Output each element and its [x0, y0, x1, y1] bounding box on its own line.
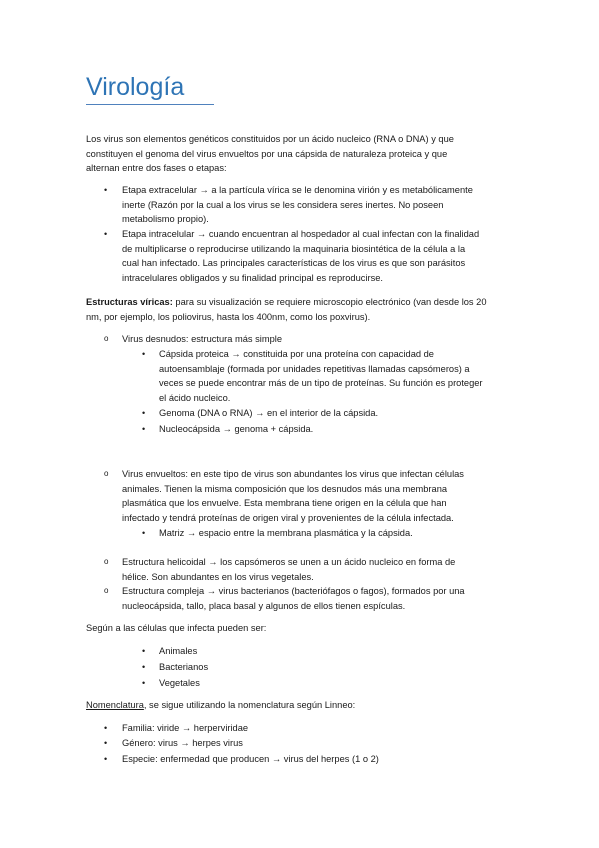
text-line: infectado y tendrá proteínas de origen viral y provenientes de la célula infectada. [122, 512, 454, 523]
bullet-icon: • [142, 646, 146, 656]
text-line: Virus envueltos: en este tipo de virus son abundantes los virus que infectan células [122, 469, 464, 479]
text-line: plasmática que los envuelve. Esta membrana tiene origen en la célula que han [122, 498, 447, 509]
circle-bullet-icon: o [104, 557, 109, 566]
text-line: Etapa intracelular → cuando encuentran al hospedador al cual infectan con la finalidad [122, 229, 480, 239]
bullet-icon: • [142, 678, 146, 688]
text-line: hélice. Son abundantes en los virus vegetales. [122, 571, 314, 582]
complex-structure [122, 584, 527, 613]
text-line: nm, por ejemplo, los poliovirus, hasta los 400nm, como los poxvirus). [86, 311, 371, 322]
enveloped-item-matrix: Matriz → espacio entre la membrana plasmática y la cápsida. [159, 528, 413, 538]
text-line: de multiplicarse o reproducirse utilizando la maquinaria biosintética de la célula a la [122, 243, 466, 254]
text-line: Cápsida proteica → constituida por una proteína con capacidad de [159, 349, 434, 359]
structures-paragraph [86, 295, 526, 324]
text-line: metabolismo propio). [122, 214, 209, 225]
bullet-icon: • [104, 229, 108, 239]
naked-item-genome: Genoma (DNA o RNA) → en el interior de la cápsida. [159, 408, 379, 418]
bullet-icon: • [142, 408, 146, 418]
circle-bullet-icon: o [104, 469, 109, 478]
title-underline [86, 104, 214, 105]
nomenclature-intro [86, 698, 526, 713]
text-line: alternan entre dos fases o etapas: [86, 163, 227, 174]
text-line: Estructura compleja → virus bacterianos (bacteriófagos o fagos), formados por una [122, 586, 465, 596]
list-item: Familia: viride → herperviridae [122, 723, 249, 733]
bullet-icon: • [142, 349, 146, 359]
text-line: Etapa extracelular → a la partícula vírica se le denomina virión y es metabólicamente [122, 185, 473, 195]
bullet-icon: • [104, 723, 108, 733]
structures-label: Estructuras víricas: [86, 297, 173, 307]
text-line: constituyen el genoma del virus envueltos por una cápsida de naturaleza proteica y que [86, 148, 448, 159]
enveloped-virus-paragraph [122, 467, 527, 525]
naked-item-capsid [159, 347, 564, 405]
text-line: nucleocápsida, tallo, placa basal y algunos de ellos tienen espículas. [122, 600, 406, 611]
naked-virus-heading: Virus desnudos: estructura más simple [122, 334, 283, 344]
list-item: Vegetales [159, 678, 200, 688]
bullet-icon: • [142, 424, 146, 434]
bullet-icon: • [142, 528, 146, 538]
naked-item-nucleocapsid: Nucleocápsida → genoma + cápsida. [159, 424, 314, 434]
list-item: Animales [159, 646, 198, 656]
text-line: el ácido nucleico. [159, 392, 231, 403]
text-line: inerte (Razón por la cual a los virus se les considera seres inertes. No poseen [122, 199, 444, 210]
text-fragment: , se sigue utilizando la nomenclatura según Linneo: [143, 700, 356, 710]
text-line: Los virus son elementos genéticos constituidos por un ácido nucleico (RNA o DNA) y que [86, 134, 454, 144]
bullet-icon: • [104, 738, 108, 748]
list-item: Género: virus → herpes virus [122, 738, 243, 748]
text-line: veces se puede encontrar más de un tipo de proteínas. Su función es proteger [159, 378, 483, 389]
list-item: Bacterianos [159, 662, 209, 672]
helical-structure [122, 555, 527, 584]
bullet-icon: • [104, 185, 108, 195]
intro-paragraph [86, 132, 526, 176]
text-line: cual han infectado. Las principales características de los virus es que son parásitos [122, 258, 466, 269]
text-line: intracelulares obligados y su finalidad principal es reproducirse. [122, 272, 383, 283]
text-line: animales. Tienen la misma composición que los desnudos más una membrana [122, 483, 448, 494]
phase-extracellular [122, 183, 527, 227]
bullet-icon: • [142, 662, 146, 672]
cells-intro: Según a las células que infecta pueden ser: [86, 623, 267, 633]
page-title: Virología [86, 73, 185, 101]
circle-bullet-icon: o [104, 586, 109, 595]
text-fragment: para su visualización se requiere microscopio electrónico (van desde los 20 [172, 297, 487, 307]
phase-intracellular [122, 227, 527, 285]
text-line: Estructura helicoidal → los capsómeros se unen a un ácido nucleico en forma de [122, 557, 456, 567]
circle-bullet-icon: o [104, 334, 109, 343]
bullet-icon: • [104, 754, 108, 764]
nomenclature-label: Nomenclatura [86, 700, 144, 710]
text-line: autoensamblaje (formada por unidades repetitivas llamadas capsómeros) a [159, 363, 470, 374]
list-item: Especie: enfermedad que producen → virus del herpes (1 o 2) [122, 754, 379, 764]
